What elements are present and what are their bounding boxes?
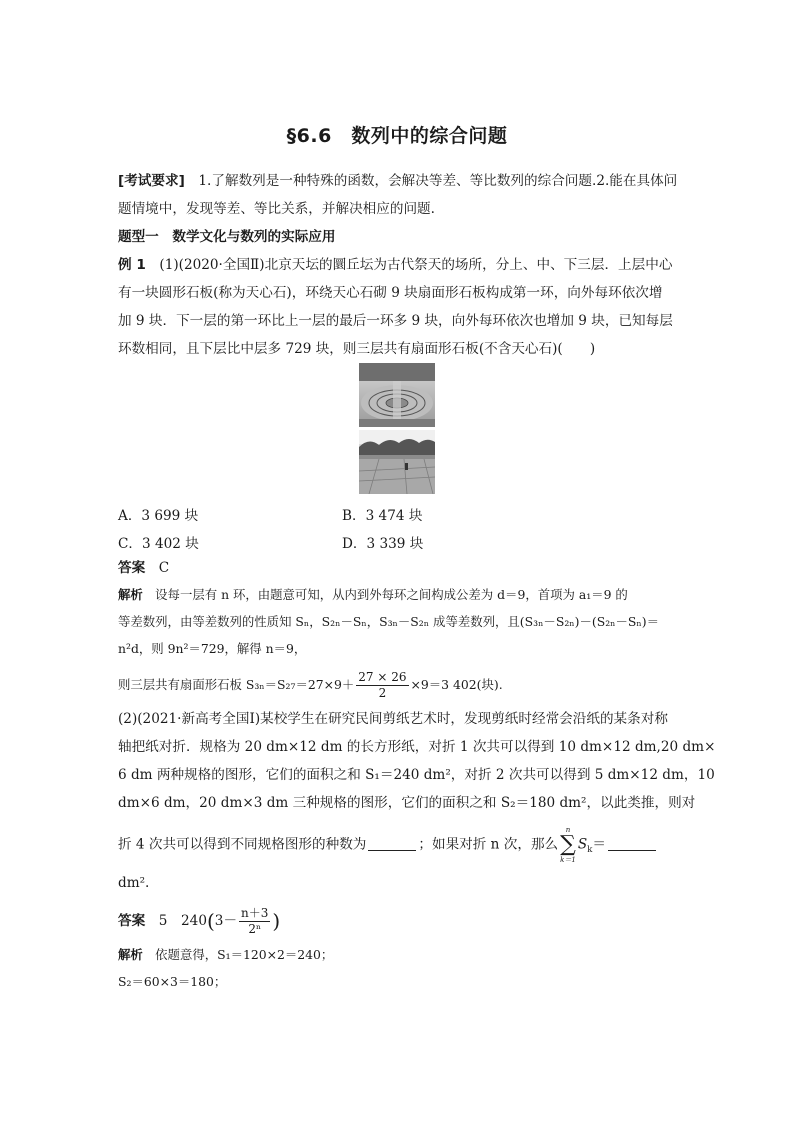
- example1-analysis-line-2: 等差数列，由等差数列的性质知 Sₙ，S₂ₙ－Sₙ，S₃ₙ－S₂ₙ 成等差数列，且(S₃ₙ－S₂ₙ)－(S₂ₙ－Sₙ)＝: [118, 614, 659, 629]
- option-b: B．3 474 块: [342, 508, 423, 524]
- example2-line-6: dm².: [118, 875, 150, 891]
- answer-blank-2: [608, 836, 656, 851]
- option-a: A．3 699 块: [118, 508, 199, 524]
- example2-answer: 答案 5 240(3－ $\frac{n+3}{\text{2ⁿ}}$ ): [118, 906, 281, 936]
- example2-line-4: dm×6 dm，20 dm×3 dm 三种规格的图形，它们的面积之和 S₂＝180 dm²，以此类推，则对: [118, 795, 696, 811]
- example1-label: 例 1: [118, 257, 146, 273]
- answer-label: 答案: [118, 913, 146, 929]
- option-d: D．3 339 块: [342, 536, 424, 552]
- example1-line-4: 环数相同，且下层比中层多 729 块，则三层共有扇面形石板(不含天心石)( ): [118, 341, 596, 357]
- example2-analysis-line-1: 解析 依题意得，S₁＝120×2＝240；: [118, 947, 334, 962]
- requirement-line-1: [考试要求] 1.了解数列是一种特殊的函数，会解决等差、等比数列的综合问题.2.能在具体问: [118, 173, 678, 189]
- page-title: §6.6 数列中的综合问题: [286, 125, 508, 147]
- example2-line-1: (2)(2021·新高考全国Ⅰ)某校学生在研究民间剪纸艺术时，发现剪纸时经常会沿纸的某条对称: [118, 711, 668, 727]
- analysis-label: 解析: [118, 587, 143, 602]
- fraction: $\frac{n+3}{\text{2ⁿ}}$: [241, 906, 269, 936]
- example1-analysis-line-3: n²d，则 9n²＝729，解得 n＝9，: [118, 641, 307, 656]
- analysis-label: 解析: [118, 947, 143, 962]
- answer-blank-1: [368, 836, 416, 851]
- example2-line-3: 6 dm 两种规格的图形，它们的面积之和 S₁＝240 dm²，对折 2 次共可以得到 5 dm×12 dm，10: [118, 767, 715, 783]
- requirement-line-2: 题情境中，发现等差、等比关系，并解决相应的问题.: [118, 201, 435, 217]
- example1-line-1: 例 1 (1)(2020·全国Ⅱ)北京天坛的圜丘坛为古代祭天的场所，分上、中、下三层．上层中心: [118, 257, 673, 273]
- example1-line-2: 有一块圆形石板(称为天心石)，环绕天心石砌 9 块扇面形石板构成第一环，向外每环依次增: [118, 285, 663, 301]
- example2-line-2: 轴把纸对折．规格为 20 dm×12 dm 的长方形纸，对折 1 次共可以得到 10 dm×12 dm,20 dm×: [118, 739, 716, 755]
- example1-analysis-line-4: 则三层共有扇面形石板 S₃ₙ＝S₂₇＝27×9＋ $\frac{27 \times 26}{2}$ ×9＝3 402(块).: [118, 670, 503, 700]
- option-c: C．3 402 块: [118, 536, 199, 552]
- requirement-label: [考试要求]: [118, 173, 185, 189]
- example2-line-5: 折 4 次共可以得到不同规格图形的种数为 ；如果对折 n 次，那么 n ∑ k＝1 $S_k=$: [118, 826, 658, 864]
- summation-symbol: n ∑ k＝1: [560, 826, 576, 864]
- answer-label: 答案: [118, 560, 146, 576]
- fraction: $\frac{27 \times 26}{2}$: [358, 670, 407, 700]
- example1-line-3: 加 9 块．下一层的第一环比上一层的最后一环多 9 块，向外每环依次也增加 9 块，已知每层: [118, 313, 673, 329]
- example1-answer: 答案 C: [118, 560, 170, 576]
- example2-analysis-line-2: S₂＝60×3＝180；: [118, 974, 227, 989]
- example1-analysis-line-1: 解析 设每一层有 n 环，由题意可知，从内到外每环之间构成公差为 d＝9，首项为 a₁＝9 的: [118, 587, 628, 602]
- temple-of-heaven-photo: [359, 363, 435, 494]
- section-heading: 题型一 数学文化与数列的实际应用: [118, 229, 336, 245]
